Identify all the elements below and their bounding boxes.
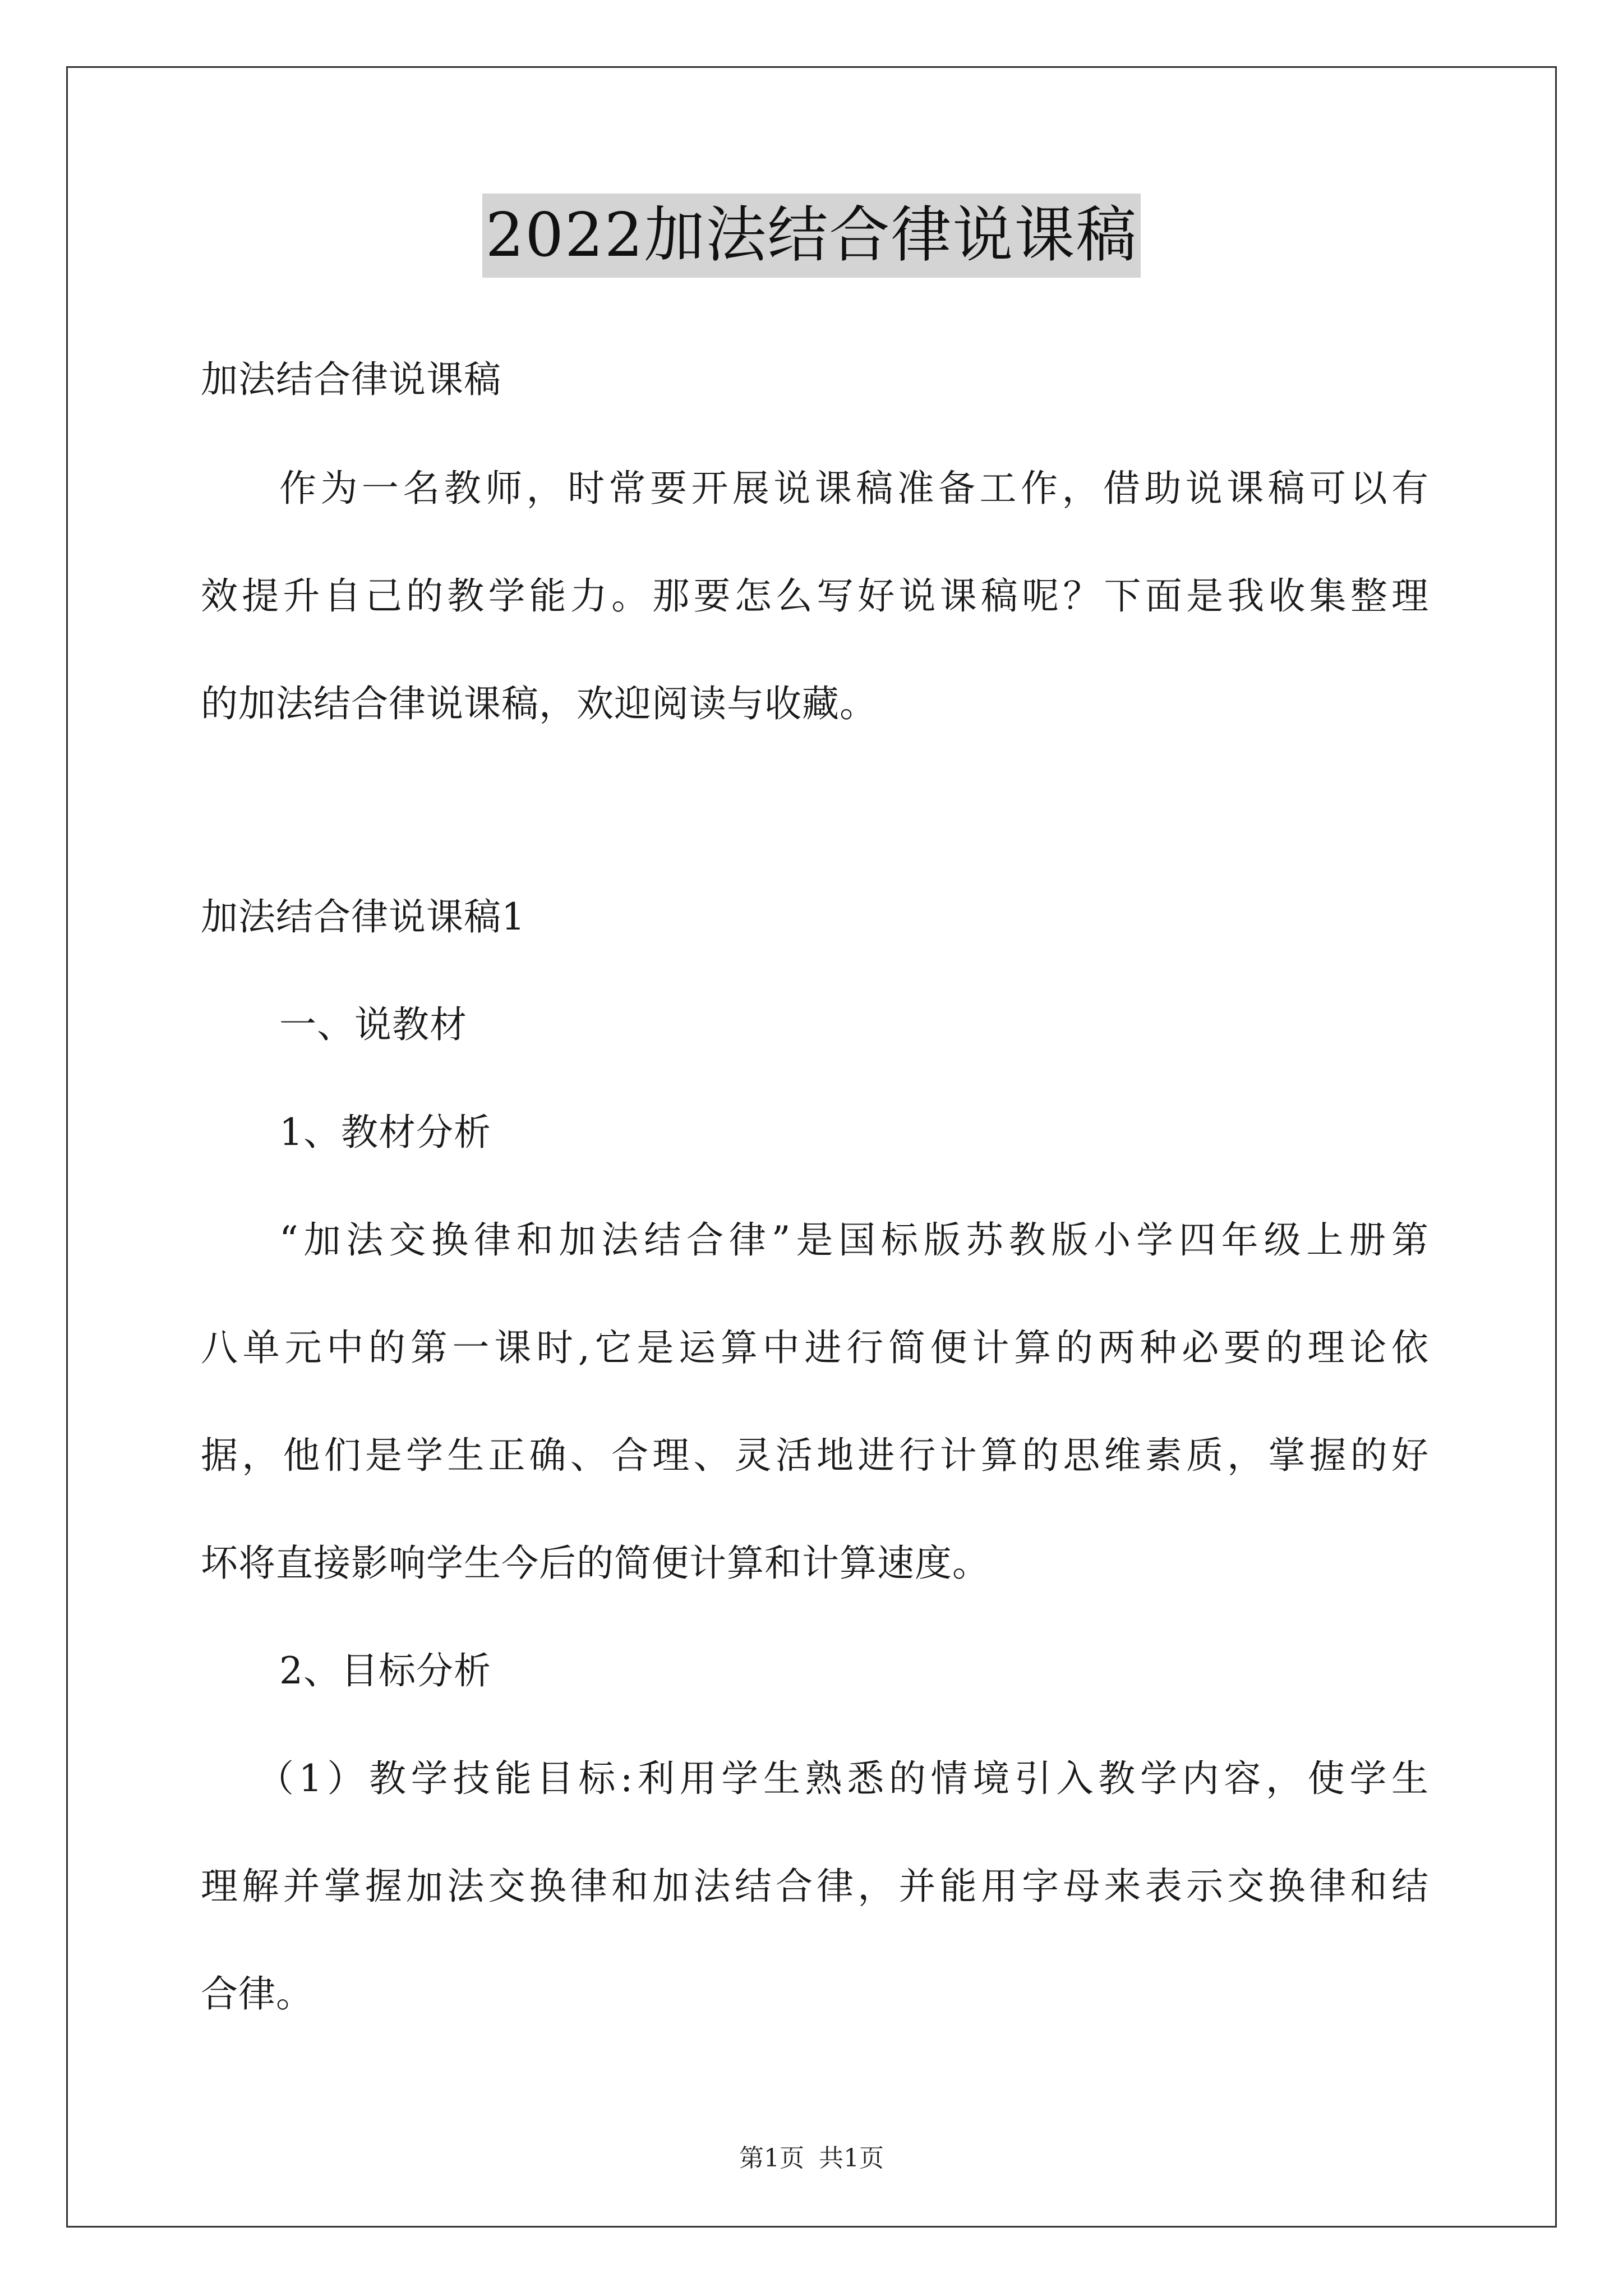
paragraph-line: 八单元中的第一课时,它是运算中进行简便计算的两种必要的理论依 (201, 1326, 1429, 1369)
paragraph-line: 效提升自己的教学能力。那要怎么写好说课稿呢？下面是我收集整理 (201, 574, 1429, 618)
title-container (0, 194, 1623, 278)
paragraph-line: 坏将直接影响学生今后的简便计算和计算速度。 (201, 1542, 990, 1585)
paragraph-line: 合律。 (201, 1972, 313, 2016)
section-heading: 加法结合律说课稿1 (201, 895, 525, 938)
page-footer (0, 2142, 1623, 2175)
page-number-current: 第1页 (739, 2144, 804, 2173)
paragraph-line: 的加法结合律说课稿，欢迎阅读与收藏。 (201, 682, 877, 725)
subsection-heading: 2、目标分析 (279, 1649, 491, 1692)
page-number-total: 共1页 (819, 2144, 884, 2173)
document-title: 2022加法结合律说课稿 (482, 194, 1141, 278)
section-heading: 加法结合律说课稿 (201, 358, 501, 401)
paragraph-line: 作为一名教师，时常要开展说课稿准备工作，借助说课稿可以有 (279, 467, 1429, 510)
paragraph-line: 理解并掌握加法交换律和加法结合律，并能用字母来表示交换律和结 (201, 1865, 1429, 1908)
subsection-heading: 一、说教材 (279, 1003, 467, 1046)
paragraph-line: （1）教学技能目标:利用学生熟悉的情境引入教学内容，使学生 (257, 1757, 1429, 1800)
subsection-heading: 1、教材分析 (279, 1111, 491, 1154)
paragraph-line: 据，他们是学生正确、合理、灵活地进行计算的思维素质，掌握的好 (201, 1434, 1429, 1477)
paragraph-line: “加法交换律和加法结合律”是国标版苏教版小学四年级上册第 (279, 1218, 1429, 1262)
